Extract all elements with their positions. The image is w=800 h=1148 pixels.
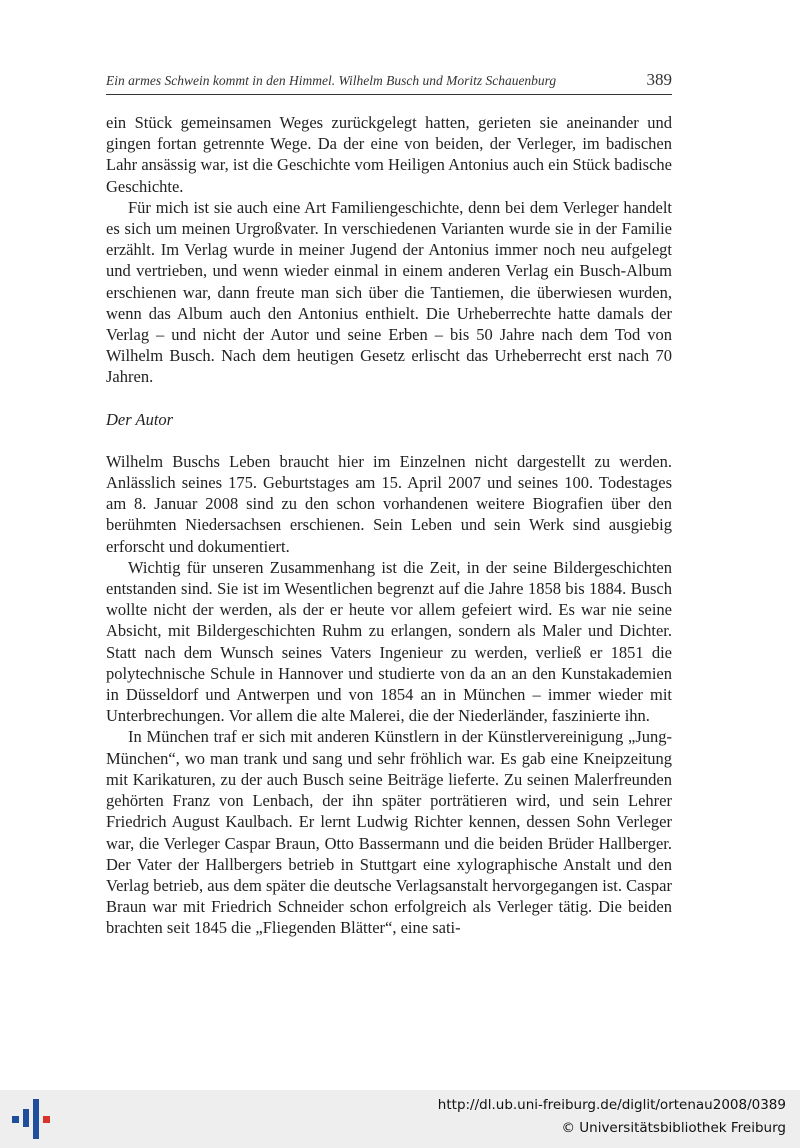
paragraph: Wichtig für unseren Zusammenhang ist die Zeit, in der seine Bildergeschichten entstanden sind. Sie ist im Wesentlichen begrenzt auf die Jahre 1858 bis 1884. Busch wollte nicht der werden, als der er heute vor allem gefeiert wird. Es war nie seine Absicht, mit Bildergeschichten Ruhm zu erlangen, sondern als Maler und Dichter. Statt nach dem Wunsch seines Vaters Ingenieur zu werden, verließ er 1851 die polytechnische Schule in Hannover und studierte von da an an den Kunstakademien in Düsseldorf und Antwerpen und von 1854 an in München – immer wieder mit Unterbrechungen. Vor allem die alte Malerei, die der Niederländer, faszinierte ihn. [106, 557, 672, 726]
paragraph: Wilhelm Buschs Leben braucht hier im Einzelnen nicht dargestellt zu werden. Anlässlich seines 175. Geburtstages am 15. April 2007 und seines 100. Todestages am 8. Januar 2008 sind zu den schon vorhandenen weitere Biografien über den berühmten Niedersachsen erschienen. Sein Leben und sein Werk sind ausgiebig erforscht und dokumentiert. [106, 451, 672, 556]
running-title: Ein armes Schwein kommt in den Himmel. Wilhelm Busch und Moritz Schauenburg [106, 73, 557, 88]
running-header [106, 68, 672, 95]
copyright-notice: © Universitätsbibliothek Freiburg [561, 1120, 786, 1136]
paragraph: In München traf er sich mit anderen Künstlern in der Künstlervereinigung „Jung-München“, wo man trank und sang und sehr fröhlich war. Es gab eine Kneipzeitung mit Karikaturen, zu der auch Busch seine Beiträge lieferte. Zu seinen Malerfreunden gehörten Franz von Lenbach, der ihn später porträtieren wird, und sein Lehrer Friedrich August Kaulbach. Er lernt Ludwig Richter kennen, dessen Sohn Verleger war, die Verleger Caspar Braun, Otto Bassermann und die beiden Brüder Hallberger. Der Vater der Hallbergers betrieb in Stuttgart eine xylographische Anstalt und den Verlag betrieb, aus dem später die deutsche Verlagsanstalt hervorgegangen ist. Caspar Braun war mit Friedrich Schneider schon erfolgreich als Verleger tätig. Die beiden brachten seit 1845 die „Fliegenden Blätter“, eine sati- [106, 727, 672, 938]
paragraph: Für mich ist sie auch eine Art Familiengeschichte, denn bei dem Verleger handelt es sich um meinen Urgroßvater. In verschiedenen Varianten wurde sie in der Familie erzählt. Im Verlag wurde in meiner Jugend der Antonius immer noch neu aufgelegt und vertrieben, und wenn wieder einmal in einem anderen Verlag ein Busch-Album erschienen war, dann freute man sich über die Tantiemen, die überwiesen wurden, wenn das Album auch den Antonius enthielt. Die Urheberrechte hatte damals der Verlag – und nicht der Autor und seine Erben – bis 50 Jahre nach dem Tod von Wilhelm Busch. Nach dem heutigen Gesetz erlischt das Urheberrecht erst nach 70 Jahren. [106, 197, 672, 387]
source-url-link[interactable]: http://dl.ub.uni-freiburg.de/diglit/ortenau2008/0389 [437, 1097, 786, 1113]
ub-freiburg-logo-icon [12, 1099, 52, 1139]
body-text [106, 112, 672, 939]
page-number: 389 [646, 70, 672, 89]
paragraph: ein Stück gemeinsamen Weges zurückgelegt hatten, gerieten sie aneinander und gingen fortan getrennte Wege. Da der eine von beiden, der Verleger, im badischen Lahr ansässig war, ist die Geschichte vom Heiligen Antonius auch ein Stück badische Geschichte. [106, 113, 672, 196]
section-heading: Der Autor [106, 409, 174, 429]
footer-bar [0, 1090, 800, 1148]
